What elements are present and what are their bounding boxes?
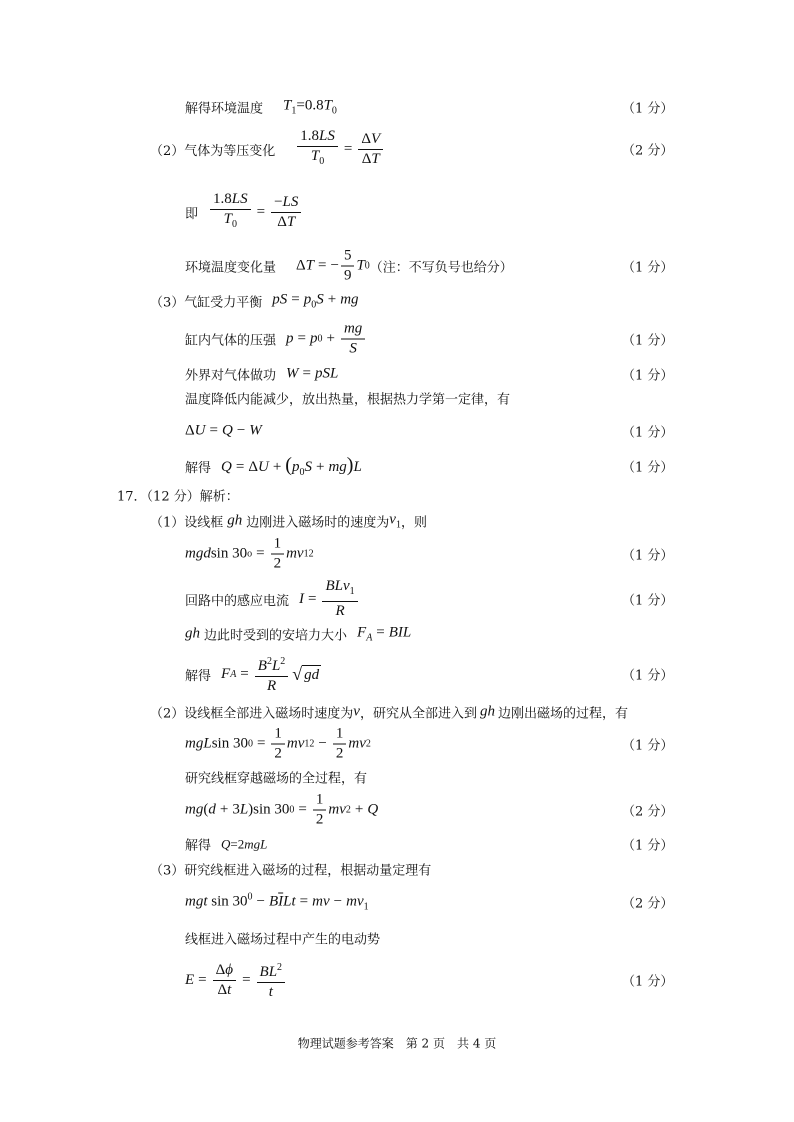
page-footer: 物理试题参考答案 第 2 页 共 4 页 [297,1036,497,1051]
text-label: 即 [185,206,199,222]
text-c: 边刚出磁场的过程，有 [497,706,628,722]
formula-current: I = $\frac{BLv_1}{R}$ [299,578,360,620]
score: （1 分） [622,738,674,754]
score: （1 分） [622,548,674,564]
formula-emf: E = $\frac{\Delta\phi}{\Delta t}$ = $\frac{BL^2}{t}$ [185,959,287,1001]
score: （1 分） [622,974,674,990]
text-b: ，研究从全部进入到 [359,706,477,722]
formula-energy-3: mg ( d + 3 L ) sin 30 0 = $\frac{1}{2}$ mv 2 + Q [185,791,379,828]
formula-work: W = pSL [286,365,339,382]
text-a: （1）设线框 [150,515,224,531]
text-note: （注：不写负号也给分） [369,260,513,276]
text-label: 解得 [185,460,212,476]
text-label: 回路中的感应电流 [185,593,290,609]
formula-t1: $T_1=0.8T_0$ [283,97,337,117]
score: （2 分） [622,804,674,820]
formula-isobaric: $\frac{1.8LS}{T_0}$ = $\frac{\Delta V}{\Delta T}$ [295,128,385,170]
var-v1: $v_1$ [389,511,401,531]
text-paragraph: 线框进入磁场过程中产生的电动势 [185,932,381,948]
text-paragraph: （3）研究线框进入磁场的过程，根据动量定理有 [150,863,432,879]
text-label: 解得环境温度 [185,101,264,117]
score: （1 分） [622,368,674,384]
score: （1 分） [622,260,674,276]
text-paragraph: 研究线框穿越磁场的全过程，有 [185,771,368,787]
var-gh: gh [185,625,200,642]
formula-namely: $\frac{1.8LS}{T_0}$ = $\frac{-LS}{\Delta T}$ [208,191,303,233]
score: （1 分） [622,425,674,441]
var-gh: gh [479,703,495,720]
formula-energy-2: mgL sin 30 0 = $\frac{1}{2}$ mv 1 2 − $\frac{1}{2}$ mv 2 [185,725,371,762]
score: （1 分） [622,593,674,609]
score: （1 分） [622,460,674,476]
question-title: 17．（12 分）解析： [117,489,239,505]
text-label: 缸内气体的压强 [185,333,277,349]
text-label: 环境温度变化量 [185,260,277,276]
text-label: 外界对气体做功 [185,368,277,384]
formula-heat: $Q = \Delta U + (p_0S + mg)L$ [221,454,362,478]
text-label: 解得 [185,668,212,684]
formula-energy-1: mgd sin 30 o = $\frac{1}{2}$ mv 1 2 [185,535,314,572]
formula-force-result: F A = $\frac{B^2L^2}{R}$ √ gd [221,653,321,695]
var-v: v [353,703,360,720]
text-label: 边此时受到的安培力大小 [204,628,348,644]
score: （1 分） [622,333,674,349]
formula-ampere: $F_A$ = BIL [357,624,412,644]
text-label: 解得 [185,838,212,854]
formula-pressure: p = p 0 + $\frac{mg}{S}$ [286,321,367,358]
text-label: （2）气体为等压变化 [150,143,276,159]
text-a: （2）设线框全部进入磁场时速度为 [150,706,354,722]
formula-force-balance: pS = $p_0S$ + mg [272,291,359,311]
text-paragraph: 温度降低内能减少，放出热量，根据热力学第一定律，有 [185,392,511,408]
score: （2 分） [622,896,674,912]
text-b: 边刚进入磁场时的速度为 [246,515,390,531]
var-gh: gh [227,512,243,529]
formula-momentum: mgt $\sin 30^0 - B\overline{I}Lt$ = mv − $mv_1$ [185,891,369,913]
formula-heat-result: Q=2mgL [221,836,268,851]
score: （1 分） [622,668,674,684]
text-label: （3）气缸受力平衡 [150,295,263,311]
score: （1 分） [622,838,674,854]
score: （2 分） [622,143,674,159]
text-c: ，则 [400,515,427,531]
formula-delta-t: Δ T = − $\frac{5}{9}$ T 0 [296,247,370,284]
formula-first-law: ΔU = Q − W [185,422,262,439]
score: （1 分） [622,101,674,117]
